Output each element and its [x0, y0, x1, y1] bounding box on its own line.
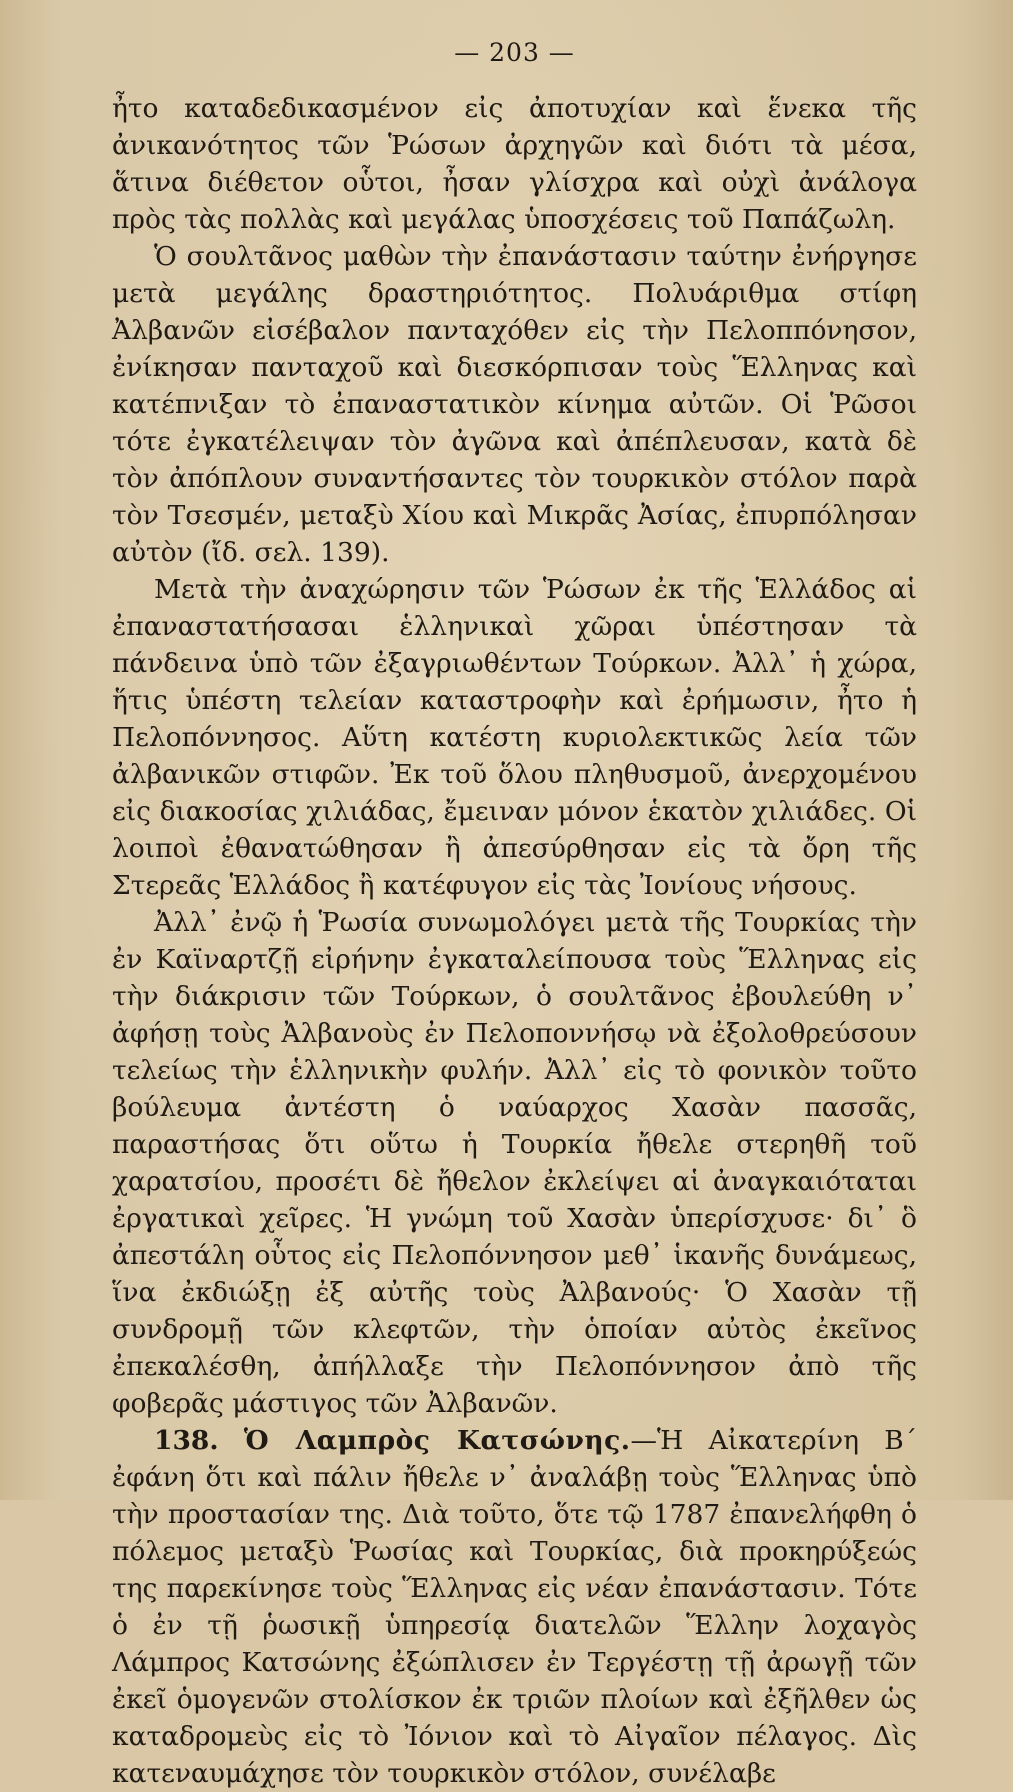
section-heading: Ὁ Λαμπρὸς Κατσώνης. [243, 1425, 631, 1456]
page-number: — 203 — [454, 38, 575, 67]
paragraph-1: ἦτο καταδεδικασμένον εἰς ἀποτυχίαν καὶ ἕνεκα τῆς ἀνικανότητος τῶν Ῥώσων ἀρχηγῶν καὶ διότι τὰ μέσα, ἅτινα διέθετον οὗτοι, ἦσαν γλίσχρα καὶ οὐχὶ ἀνάλογα πρὸς τὰς πολλὰς καὶ μεγάλας ὑποσχέσεις τοῦ Παπάζωλη. [112, 93, 917, 235]
paragraph-5-text: —Ἡ Αἰκατερίνη Β´ ἐφάνη ὅτι καὶ πάλιν ἤθελε ν᾿ ἀναλάβῃ τοὺς Ἕλληνας ὑπὸ τὴν προστασίαν της. Διὰ τοῦτο, ὅτε τῷ 1787 ἐπανελήφθη ὁ πόλεμος μεταξὺ Ῥωσίας καὶ Τουρκίας, διὰ προκηρύξεώς της παρεκίνησε τοὺς Ἕλληνας εἰς νέαν ἐπανάστασιν. Τότε ὁ ἐν τῇ ῥωσικῇ ὑπηρεσίᾳ διατελῶν Ἕλλην λοχαγὸς Λάμπρος Κατσώνης ἐξώπλισεν ἐν Τεργέστῃ τῇ ἀρωγῇ τῶν ἐκεῖ ὁμογενῶν στολίσκον ἐκ τριῶν πλοίων καὶ ἐξῆλθεν ὡς καταδρομεὺς εἰς τὸ Ἰόνιον καὶ τὸ Αἰγαῖον πέλαγος. Δὶς κατεναυμάχησε τὸν τουρκικὸν στόλον, συνέλαβε [112, 1425, 917, 1789]
paragraph-2: Ὁ σουλτᾶνος μαθὼν τὴν ἐπανάστασιν ταύτην ἐνήργησε μετὰ μεγάλης δραστηριότητος. Πολυάριθμα στίφη Ἀλβανῶν εἰσέβαλον πανταχόθεν εἰς τὴν Πελοππόνησον, ἐνίκησαν πανταχοῦ καὶ διεσκόρπισαν τοὺς Ἕλληνας καὶ κατέπνιξαν τὸ ἐπαναστατικὸν κίνημα αὐτῶν. Οἱ Ῥῶσοι τότε ἐγκατέλειψαν τὸν ἀγῶνα καὶ ἀπέπλευσαν, κατὰ δὲ τὸν ἀπόπλουν συναντήσαντες τὸν τουρκικὸν στόλον παρὰ τὸν Τσεσμέν, μεταξὺ Χίου καὶ Μικρᾶς Ἀσίας, ἐπυρπόλησαν αὐτὸν (ἴδ. σελ. 139). [112, 241, 917, 568]
paragraph-4: Ἀλλ᾿ ἐνῷ ἡ Ῥωσία συνωμολόγει μετὰ τῆς Τουρκίας τὴν ἐν Καϊναρτζῇ εἰρήνην ἐγκαταλείπουσα τοὺς Ἕλληνας εἰς τὴν διάκρισιν τῶν Τούρκων, ὁ σουλτᾶνος ἐβουλεύθη ν᾿ ἀφήσῃ τοὺς Ἀλβανοὺς ἐν Πελοποννήσῳ νὰ ἐξολοθρεύσουν τελείως τὴν ἑλληνικὴν φυλήν. Ἀλλ᾿ εἰς τὸ φονικὸν τοῦτο βούλευμα ἀντέστη ὁ ναύαρχος Χασὰν πασσᾶς, παραστήσας ὅτι οὕτω ἡ Τουρκία ἤθελε στερηθῆ τοῦ χαρατσίου, προσέτι δὲ ἤθελον ἐκλείψει αἱ ἀναγκαιόταται ἐργατικαὶ χεῖρες. Ἡ γνώμη τοῦ Χασὰν ὑπερίσχυσε· δι᾿ ὃ ἀπεστάλη οὗτος εἰς Πελοπόννησον μεθ᾿ ἱκανῆς δυνάμεως, ἵνα ἐκδιώξῃ ἐξ αὐτῆς τοὺς Ἀλβανούς· Ὁ Χασὰν τῇ συνδρομῇ τῶν κλεφτῶν, τὴν ὁποίαν αὐτὸς ἐκεῖνος ἐπεκαλέσθη, ἀπήλλαξε τὴν Πελοπόννησον ἀπὸ τῆς φοβερᾶς μάστιγος τῶν Ἀλβανῶν. [112, 907, 917, 1419]
section-number: 138. [154, 1425, 219, 1456]
paragraph-3: Μετὰ τὴν ἀναχώρησιν τῶν Ῥώσων ἐκ τῆς Ἑλλάδος αἱ ἐπαναστατήσασαι ἑλληνικαὶ χῶραι ὑπέστησαν τὰ πάνδεινα ὑπὸ τῶν ἐξαγριωθέντων Τούρκων. Ἀλλ᾿ ἡ χώρα, ἥτις ὑπέστη τελείαν καταστροφὴν καὶ ἐρήμωσιν, ἦτο ἡ Πελοπόννησος. Αὕτη κατέστη κυριολεκτικῶς λεία τῶν ἀλβανικῶν στιφῶν. Ἐκ τοῦ ὅλου πληθυσμοῦ, ἀνερχομένου εἰς διακοσίας χιλιάδας, ἔμειναν μόνον ἑκατὸν χιλιάδες. Οἱ λοιποὶ ἐθανατώθησαν ἢ ἀπεσύρθησαν εἰς τὰ ὄρη τῆς Στερεᾶς Ἑλλάδος ἢ κατέφυγον εἰς τὰς Ἰονίους νήσους. [112, 574, 917, 901]
paragraph-5 [112, 1422, 917, 1792]
